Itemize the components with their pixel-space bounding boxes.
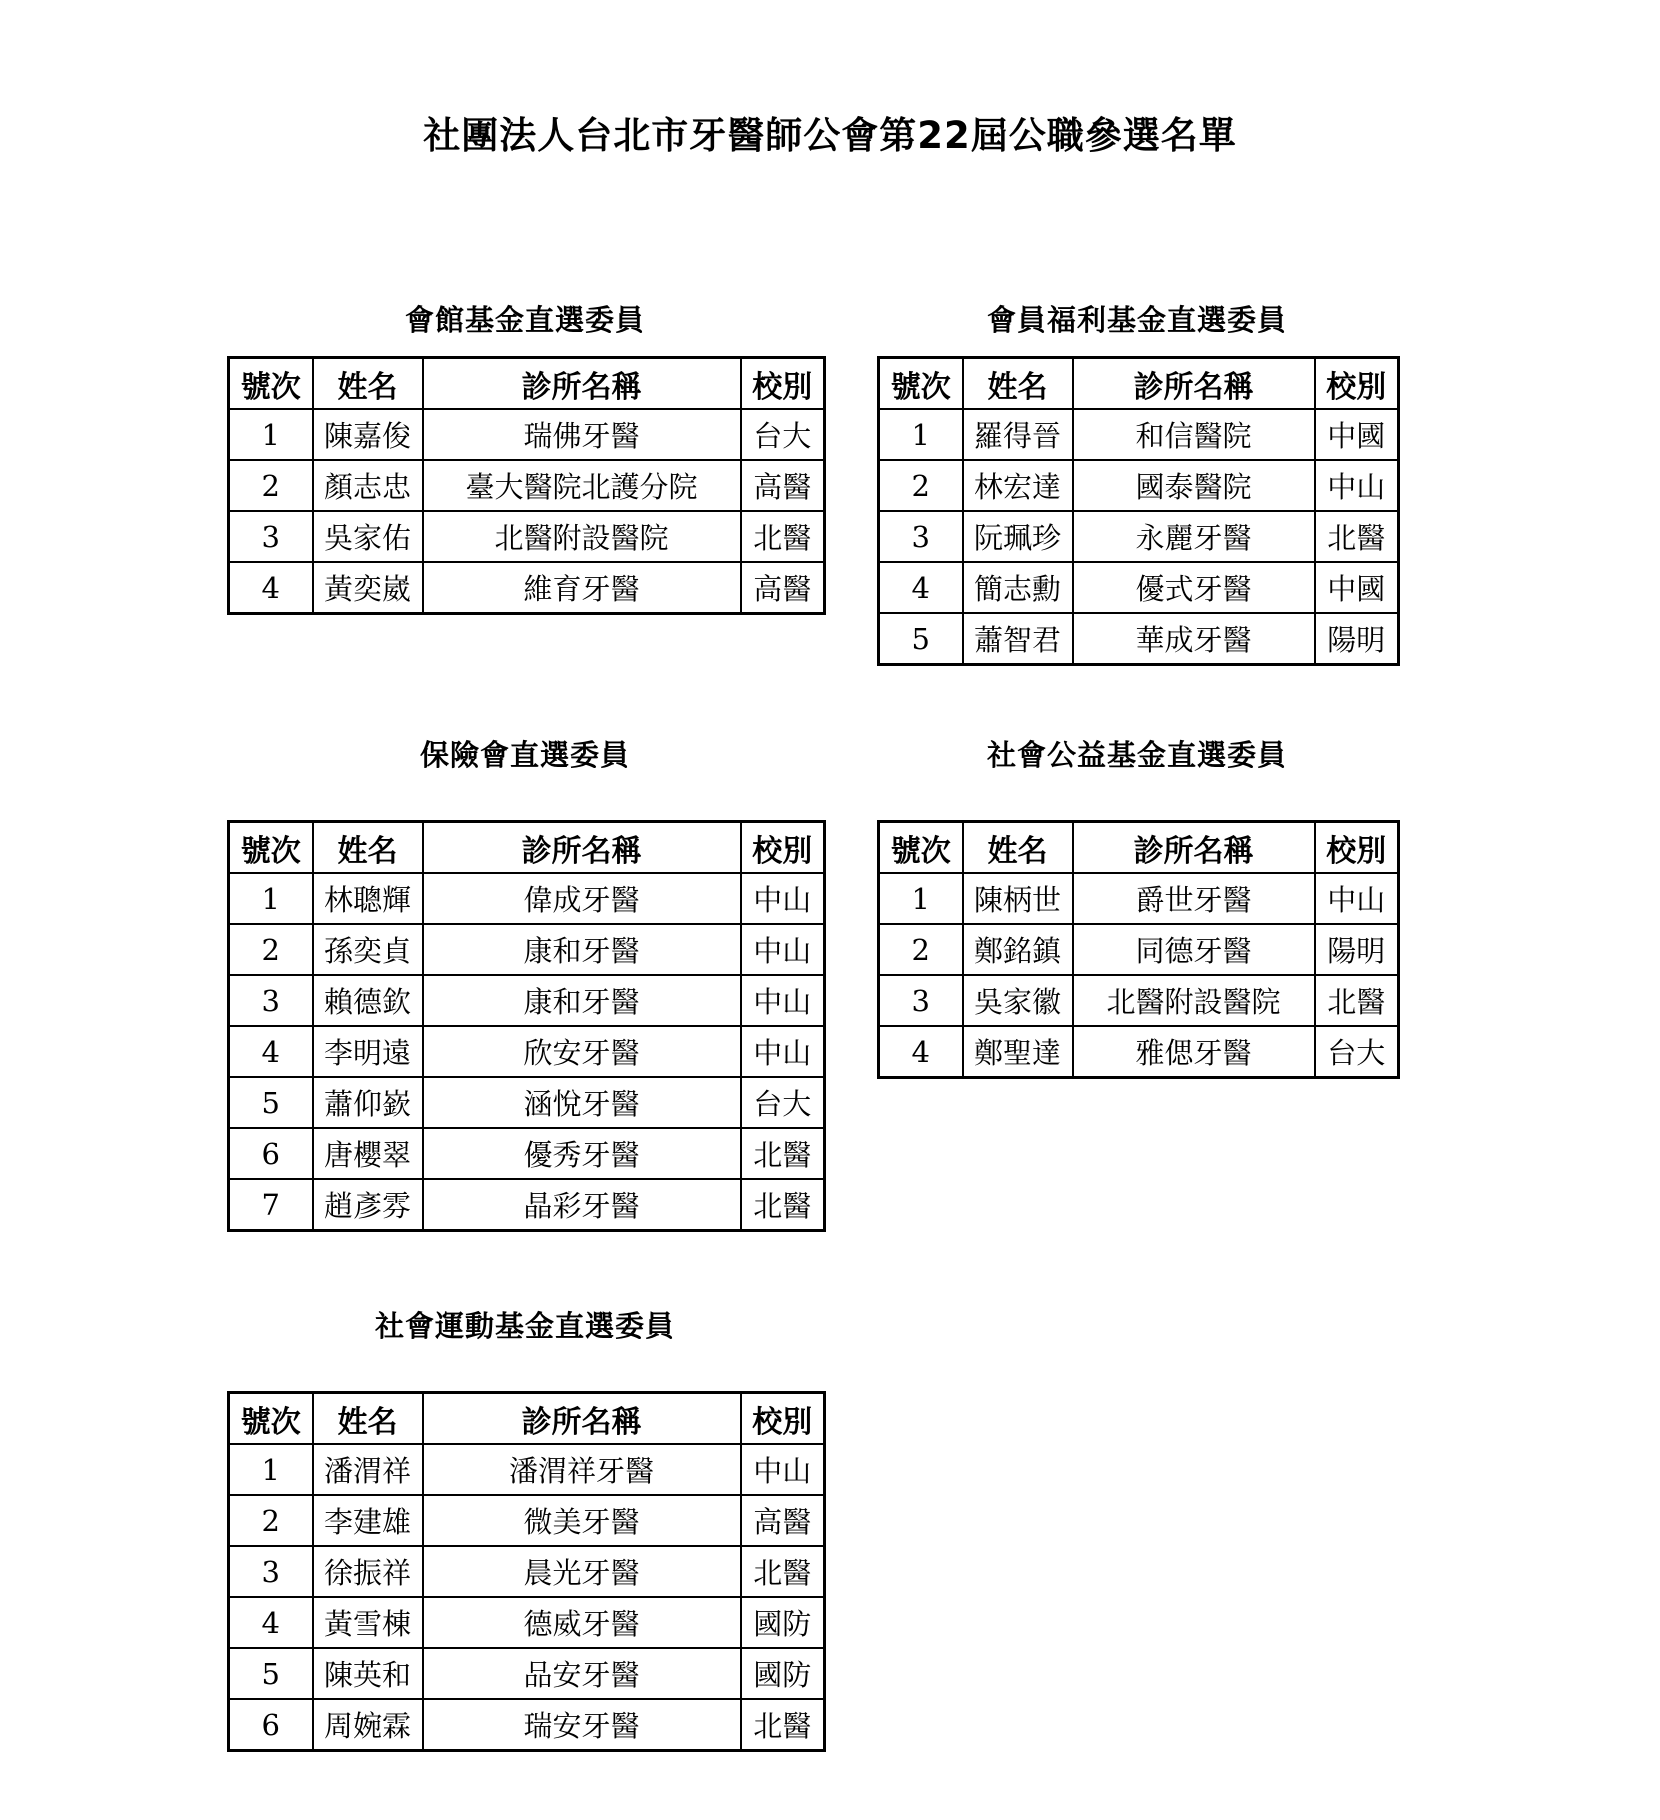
header-name: 姓名: [963, 822, 1073, 874]
cell-name: 李明遠: [313, 1026, 423, 1077]
cell-number: 5: [229, 1077, 313, 1128]
cell-number: 2: [229, 460, 313, 511]
header-name: 姓名: [313, 1393, 423, 1445]
cell-name: 簡志勳: [963, 562, 1073, 613]
section-title: 保險會直選委員: [419, 738, 630, 772]
cell-number: 6: [229, 1128, 313, 1179]
cell-name: 林宏達: [963, 460, 1073, 511]
cell-clinic: 同德牙醫: [1073, 924, 1315, 975]
cell-clinic: 微美牙醫: [423, 1495, 741, 1546]
cell-school: 北醫: [741, 511, 825, 562]
cell-name: 阮珮珍: [963, 511, 1073, 562]
cell-number: 4: [229, 1597, 313, 1648]
table-row: [229, 1128, 825, 1179]
cell-number: 4: [229, 1026, 313, 1077]
cell-name: 黃雪棟: [313, 1597, 423, 1648]
cell-name: 潘渭祥: [313, 1444, 423, 1495]
cell-clinic: 維育牙醫: [423, 562, 741, 614]
cell-clinic: 涵悅牙醫: [423, 1077, 741, 1128]
cell-name: 吳家佑: [313, 511, 423, 562]
table-row: [229, 1597, 825, 1648]
cell-school: 中國: [1315, 409, 1399, 460]
cell-name: 羅得晉: [963, 409, 1073, 460]
cell-number: 2: [229, 1495, 313, 1546]
header-number: 號次: [229, 822, 313, 874]
header-school: 校別: [1315, 822, 1399, 874]
cell-clinic: 康和牙醫: [423, 924, 741, 975]
cell-school: 台大: [1315, 1026, 1399, 1078]
cell-school: 台大: [741, 409, 825, 460]
cell-name: 陳嘉俊: [313, 409, 423, 460]
cell-number: 1: [229, 873, 313, 924]
table-header-row: [879, 358, 1399, 410]
cell-clinic: 晨光牙醫: [423, 1546, 741, 1597]
header-clinic: 診所名稱: [423, 822, 741, 874]
cell-name: 陳英和: [313, 1648, 423, 1699]
section-title: 社會公益基金直選委員: [986, 738, 1287, 772]
cell-clinic: 國泰醫院: [1073, 460, 1315, 511]
header-number: 號次: [879, 822, 963, 874]
cell-school: 國防: [741, 1597, 825, 1648]
section-title: 會館基金直選委員: [404, 303, 645, 337]
cell-number: 1: [879, 409, 963, 460]
header-clinic: 診所名稱: [423, 1393, 741, 1445]
header-name: 姓名: [963, 358, 1073, 410]
cell-number: 2: [879, 924, 963, 975]
table-header-row: [879, 822, 1399, 874]
table-row: [229, 562, 825, 614]
cell-clinic: 瑞佛牙醫: [423, 409, 741, 460]
cell-clinic: 晶彩牙醫: [423, 1179, 741, 1231]
table-row: [229, 924, 825, 975]
section-title: 會員福利基金直選委員: [986, 303, 1287, 337]
table-row: [879, 1026, 1399, 1078]
cell-name: 林聰輝: [313, 873, 423, 924]
table-row: [229, 460, 825, 511]
cell-school: 中國: [1315, 562, 1399, 613]
cell-number: 1: [879, 873, 963, 924]
cell-number: 4: [879, 1026, 963, 1078]
cell-school: 高醫: [741, 1495, 825, 1546]
cell-clinic: 優式牙醫: [1073, 562, 1315, 613]
cell-name: 吳家徽: [963, 975, 1073, 1026]
table-row: [229, 975, 825, 1026]
table-row: [879, 613, 1399, 665]
cell-clinic: 欣安牙醫: [423, 1026, 741, 1077]
cell-school: 中山: [741, 1026, 825, 1077]
header-school: 校別: [741, 822, 825, 874]
table-row: [229, 1077, 825, 1128]
table-row: [229, 1495, 825, 1546]
cell-number: 5: [879, 613, 963, 665]
header-number: 號次: [879, 358, 963, 410]
cell-name: 賴德欽: [313, 975, 423, 1026]
cell-school: 北醫: [741, 1128, 825, 1179]
cell-name: 周婉霖: [313, 1699, 423, 1751]
table-row: [229, 1648, 825, 1699]
cell-clinic: 和信醫院: [1073, 409, 1315, 460]
section-title: 社會運動基金直選委員: [374, 1309, 675, 1343]
table-row: [229, 511, 825, 562]
candidate-table: [227, 820, 826, 1232]
cell-school: 陽明: [1315, 924, 1399, 975]
header-clinic: 診所名稱: [423, 358, 741, 410]
header-number: 號次: [229, 358, 313, 410]
header-school: 校別: [741, 1393, 825, 1445]
table-row: [229, 1179, 825, 1231]
cell-school: 中山: [1315, 460, 1399, 511]
cell-clinic: 康和牙醫: [423, 975, 741, 1026]
table-row: [229, 409, 825, 460]
table-row: [229, 1026, 825, 1077]
cell-clinic: 偉成牙醫: [423, 873, 741, 924]
cell-school: 北醫: [741, 1699, 825, 1751]
cell-school: 高醫: [741, 562, 825, 614]
cell-number: 3: [879, 975, 963, 1026]
cell-number: 6: [229, 1699, 313, 1751]
cell-school: 中山: [741, 924, 825, 975]
table-row: [879, 975, 1399, 1026]
cell-number: 2: [229, 924, 313, 975]
cell-school: 北醫: [741, 1546, 825, 1597]
cell-clinic: 臺大醫院北護分院: [423, 460, 741, 511]
cell-number: 1: [229, 409, 313, 460]
cell-clinic: 永麗牙醫: [1073, 511, 1315, 562]
candidate-table: [227, 1391, 826, 1752]
cell-clinic: 德威牙醫: [423, 1597, 741, 1648]
cell-name: 蕭智君: [963, 613, 1073, 665]
header-clinic: 診所名稱: [1073, 358, 1315, 410]
header-school: 校別: [741, 358, 825, 410]
cell-name: 徐振祥: [313, 1546, 423, 1597]
cell-clinic: 北醫附設醫院: [1073, 975, 1315, 1026]
header-number: 號次: [229, 1393, 313, 1445]
cell-clinic: 爵世牙醫: [1073, 873, 1315, 924]
cell-name: 唐櫻翠: [313, 1128, 423, 1179]
cell-school: 北醫: [741, 1179, 825, 1231]
cell-clinic: 華成牙醫: [1073, 613, 1315, 665]
cell-school: 中山: [741, 975, 825, 1026]
cell-school: 中山: [1315, 873, 1399, 924]
table-row: [229, 873, 825, 924]
table-row: [879, 924, 1399, 975]
cell-number: 3: [879, 511, 963, 562]
cell-number: 3: [229, 511, 313, 562]
cell-number: 4: [879, 562, 963, 613]
cell-number: 1: [229, 1444, 313, 1495]
cell-name: 趙彥雰: [313, 1179, 423, 1231]
cell-name: 黃奕崴: [313, 562, 423, 614]
table-header-row: [229, 1393, 825, 1445]
table-row: [879, 511, 1399, 562]
cell-name: 蕭仰嶔: [313, 1077, 423, 1128]
header-school: 校別: [1315, 358, 1399, 410]
cell-clinic: 北醫附設醫院: [423, 511, 741, 562]
cell-name: 李建雄: [313, 1495, 423, 1546]
table-header-row: [229, 358, 825, 410]
table-row: [879, 409, 1399, 460]
table-row: [229, 1546, 825, 1597]
cell-clinic: 潘渭祥牙醫: [423, 1444, 741, 1495]
table-row: [229, 1444, 825, 1495]
cell-school: 台大: [741, 1077, 825, 1128]
table-row: [879, 873, 1399, 924]
cell-number: 5: [229, 1648, 313, 1699]
cell-number: 2: [879, 460, 963, 511]
cell-school: 中山: [741, 1444, 825, 1495]
table-header-row: [229, 822, 825, 874]
header-name: 姓名: [313, 358, 423, 410]
cell-clinic: 雅偲牙醫: [1073, 1026, 1315, 1078]
cell-number: 3: [229, 975, 313, 1026]
cell-school: 北醫: [1315, 511, 1399, 562]
cell-number: 7: [229, 1179, 313, 1231]
document-title: 社團法人台北市牙醫師公會第22屆公職參選名單: [423, 114, 1237, 157]
cell-school: 中山: [741, 873, 825, 924]
candidate-table: [227, 356, 826, 615]
cell-school: 高醫: [741, 460, 825, 511]
table-row: [879, 562, 1399, 613]
candidate-table: [877, 820, 1400, 1079]
cell-name: 鄭聖達: [963, 1026, 1073, 1078]
cell-school: 北醫: [1315, 975, 1399, 1026]
cell-clinic: 瑞安牙醫: [423, 1699, 741, 1751]
cell-clinic: 優秀牙醫: [423, 1128, 741, 1179]
candidate-table: [877, 356, 1400, 666]
cell-name: 孫奕貞: [313, 924, 423, 975]
cell-school: 陽明: [1315, 613, 1399, 665]
table-row: [229, 1699, 825, 1751]
cell-school: 國防: [741, 1648, 825, 1699]
header-name: 姓名: [313, 822, 423, 874]
table-row: [879, 460, 1399, 511]
cell-name: 顏志忠: [313, 460, 423, 511]
cell-number: 3: [229, 1546, 313, 1597]
cell-number: 4: [229, 562, 313, 614]
cell-name: 陳柄世: [963, 873, 1073, 924]
cell-clinic: 品安牙醫: [423, 1648, 741, 1699]
header-clinic: 診所名稱: [1073, 822, 1315, 874]
cell-name: 鄭銘鎮: [963, 924, 1073, 975]
